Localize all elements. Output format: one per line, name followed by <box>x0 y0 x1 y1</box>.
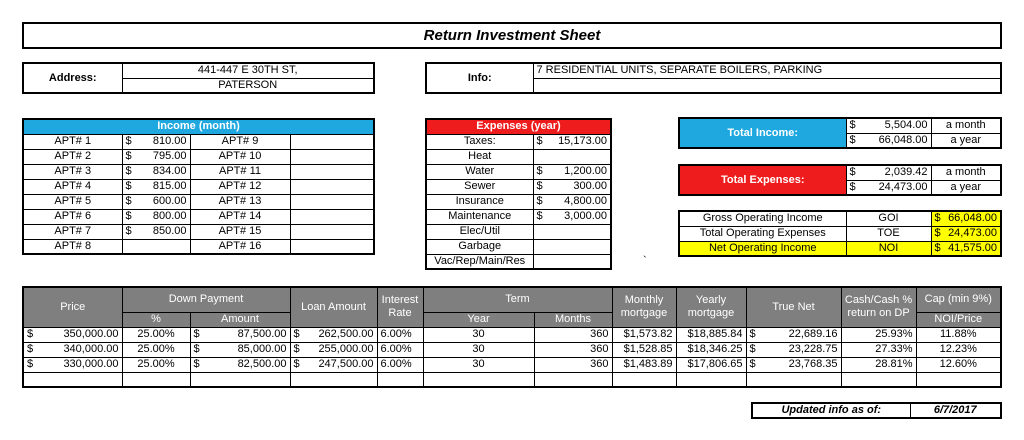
income-apt-label: APT# 1 <box>23 134 122 149</box>
col-months: Months <box>534 312 612 327</box>
income-apt2-amount[interactable] <box>290 179 374 194</box>
analysis-year[interactable]: 30 <box>423 342 534 357</box>
income-apt2-amount[interactable] <box>290 149 374 164</box>
income-apt-label: APT# 3 <box>23 164 122 179</box>
total-income-month[interactable]: $ 5,504.00 <box>846 118 931 133</box>
income-apt2-amount[interactable] <box>290 239 374 254</box>
address-line1[interactable]: 441-447 E 30TH ST, <box>122 63 374 78</box>
analysis-empty-cell[interactable] <box>676 372 746 387</box>
summary-row <box>679 211 1001 226</box>
info-text[interactable]: 7 RESIDENTIAL UNITS, SEPARATE BOILERS, PARKING <box>533 63 1001 78</box>
col-interest-rate: Interest Rate <box>377 287 423 327</box>
expense-amount[interactable]: $ 300.00 <box>533 179 611 194</box>
col-down-payment: Down Payment <box>122 287 290 312</box>
total-expenses-label: Total Expenses: <box>679 165 846 195</box>
income-apt-amount[interactable]: $ 810.00 <box>122 134 190 149</box>
expense-label: Sewer <box>426 179 533 194</box>
income-apt-amount[interactable]: $ 795.00 <box>122 149 190 164</box>
analysis-empty-cell[interactable] <box>612 372 676 387</box>
analysis-row <box>23 342 1001 357</box>
summary-table <box>678 210 1002 257</box>
analysis-true-net[interactable]: $ 22,689.16 <box>746 327 841 342</box>
income-apt-amount[interactable]: $ 834.00 <box>122 164 190 179</box>
analysis-months[interactable]: 360 <box>534 342 612 357</box>
analysis-empty-cell[interactable] <box>23 372 122 387</box>
col-loan-amount: Loan Amount <box>290 287 377 327</box>
expense-label: Taxes: <box>426 134 533 149</box>
total-income-month-unit: a month <box>931 118 1001 133</box>
income-row <box>23 134 374 149</box>
income-apt2-label: APT# 9 <box>190 134 290 149</box>
analysis-yearly[interactable]: $17,806.65 <box>676 357 746 372</box>
analysis-pct[interactable]: 25.00% <box>122 357 190 372</box>
income-apt2-label: APT# 12 <box>190 179 290 194</box>
expense-label: Vac/Rep/Main/Res <box>426 254 533 269</box>
income-table <box>22 118 375 255</box>
summary-label: Total Operating Expenses <box>679 226 846 241</box>
expenses-header: Expenses (year) <box>426 119 611 134</box>
income-row <box>23 209 374 224</box>
income-apt2-label: APT# 10 <box>190 149 290 164</box>
address-box <box>22 62 375 94</box>
summary-value[interactable]: $ 24,473.00 <box>931 226 1001 241</box>
analysis-price[interactable]: $ 330,000.00 <box>23 357 122 372</box>
income-apt2-amount[interactable] <box>290 194 374 209</box>
expense-row <box>426 194 611 209</box>
analysis-amount[interactable]: $ 85,000.00 <box>190 342 290 357</box>
income-row <box>23 164 374 179</box>
income-apt-label: APT# 6 <box>23 209 122 224</box>
income-row <box>23 224 374 239</box>
analysis-true-net[interactable]: $ 23,768.35 <box>746 357 841 372</box>
income-apt-label: APT# 8 <box>23 239 122 254</box>
analysis-months[interactable]: 360 <box>534 327 612 342</box>
col-monthly-mortgage: Monthly mortgage <box>612 287 676 327</box>
income-apt2-amount[interactable] <box>290 224 374 239</box>
expense-amount[interactable]: $ 15,173.00 <box>533 134 611 149</box>
total-income-label: Total Income: <box>679 118 846 148</box>
total-expenses-year[interactable]: $ 24,473.00 <box>846 180 931 195</box>
income-apt-label: APT# 7 <box>23 224 122 239</box>
analysis-monthly[interactable]: $1,483.89 <box>612 357 676 372</box>
total-expenses-month-unit: a month <box>931 165 1001 180</box>
col-cap: Cap (min 9%) <box>916 287 1001 312</box>
analysis-pct[interactable]: 25.00% <box>122 327 190 342</box>
analysis-pct[interactable]: 25.00% <box>122 342 190 357</box>
analysis-empty-cell[interactable] <box>534 372 612 387</box>
total-income-box <box>678 117 1002 149</box>
analysis-loan[interactable]: $ 255,000.00 <box>290 342 377 357</box>
expense-row <box>426 239 611 254</box>
analysis-monthly[interactable]: $1,528.85 <box>612 342 676 357</box>
analysis-empty-cell[interactable] <box>916 372 1001 387</box>
analysis-empty-cell[interactable] <box>841 372 916 387</box>
analysis-cap[interactable]: 11.88% <box>916 327 1001 342</box>
expense-amount[interactable] <box>533 239 611 254</box>
expense-label: Water <box>426 164 533 179</box>
analysis-row <box>23 327 1001 342</box>
expense-row <box>426 224 611 239</box>
analysis-cash[interactable]: 25.93% <box>841 327 916 342</box>
summary-code: TOE <box>846 226 931 241</box>
analysis-rate[interactable]: 6.00% <box>377 357 423 372</box>
summary-value[interactable]: $ 41,575.00 <box>931 241 1001 256</box>
analysis-empty-cell[interactable] <box>290 372 377 387</box>
summary-value[interactable]: $ 66,048.00 <box>931 211 1001 226</box>
income-apt-label: APT# 5 <box>23 194 122 209</box>
analysis-true-net[interactable]: $ 23,228.75 <box>746 342 841 357</box>
summary-code: GOI <box>846 211 931 226</box>
col-amount: Amount <box>190 312 290 327</box>
expense-label: Insurance <box>426 194 533 209</box>
analysis-empty-cell[interactable] <box>122 372 190 387</box>
analysis-row <box>23 357 1001 372</box>
expense-label: Garbage <box>426 239 533 254</box>
analysis-loan[interactable]: $ 247,500.00 <box>290 357 377 372</box>
expense-label: Elec/Util <box>426 224 533 239</box>
total-income-year[interactable]: $ 66,048.00 <box>846 133 931 148</box>
analysis-monthly[interactable]: $1,573.82 <box>612 327 676 342</box>
col-cash-return: Cash/Cash % return on DP <box>841 287 916 327</box>
col-true-net: True Net <box>746 287 841 327</box>
income-apt-amount[interactable] <box>122 239 190 254</box>
address-label: Address: <box>23 63 122 93</box>
col-pct: % <box>122 312 190 327</box>
expense-row <box>426 254 611 269</box>
analysis-empty-cell[interactable] <box>190 372 290 387</box>
expense-amount[interactable]: $ 3,000.00 <box>533 209 611 224</box>
income-apt-label: APT# 4 <box>23 179 122 194</box>
expense-amount[interactable] <box>533 254 611 269</box>
expense-amount[interactable]: $ 1,200.00 <box>533 164 611 179</box>
analysis-table <box>22 286 1002 388</box>
updated-box <box>751 402 1002 419</box>
analysis-rate[interactable]: 6.00% <box>377 342 423 357</box>
analysis-cash[interactable]: 28.81% <box>841 357 916 372</box>
income-row <box>23 239 374 254</box>
info-label: Info: <box>426 63 533 93</box>
analysis-months[interactable]: 360 <box>534 357 612 372</box>
sheet-title-text: Return Investment Sheet <box>423 27 601 44</box>
address-line2[interactable]: PATERSON <box>122 78 374 93</box>
analysis-yearly[interactable]: $18,346.25 <box>676 342 746 357</box>
income-apt2-label: APT# 16 <box>190 239 290 254</box>
income-apt-label: APT# 2 <box>23 149 122 164</box>
income-apt-amount[interactable]: $ 600.00 <box>122 194 190 209</box>
expense-row <box>426 179 611 194</box>
income-apt2-amount[interactable] <box>290 134 374 149</box>
updated-label: Updated info as of: <box>752 403 910 418</box>
total-expenses-month[interactable]: $ 2,039.42 <box>846 165 931 180</box>
analysis-cap[interactable]: 12.60% <box>916 357 1001 372</box>
stray-tick: ` <box>643 255 647 267</box>
expense-label: Maintenance <box>426 209 533 224</box>
expense-amount[interactable] <box>533 149 611 164</box>
income-apt2-amount[interactable] <box>290 164 374 179</box>
total-expenses-year-unit: a year <box>931 180 1001 195</box>
analysis-amount[interactable]: $ 87,500.00 <box>190 327 290 342</box>
analysis-rate[interactable]: 6.00% <box>377 327 423 342</box>
expense-amount[interactable] <box>533 224 611 239</box>
analysis-yearly[interactable]: $18,885.84 <box>676 327 746 342</box>
analysis-loan[interactable]: $ 262,500.00 <box>290 327 377 342</box>
analysis-year[interactable]: 30 <box>423 327 534 342</box>
analysis-cash[interactable]: 27.33% <box>841 342 916 357</box>
analysis-cap[interactable]: 12.23% <box>916 342 1001 357</box>
analysis-price[interactable]: $ 340,000.00 <box>23 342 122 357</box>
income-apt2-label: APT# 13 <box>190 194 290 209</box>
income-row <box>23 194 374 209</box>
total-expenses-box <box>678 164 1002 196</box>
analysis-price[interactable]: $ 350,000.00 <box>23 327 122 342</box>
income-apt2-label: APT# 14 <box>190 209 290 224</box>
analysis-empty-cell[interactable] <box>423 372 534 387</box>
expense-amount[interactable]: $ 4,800.00 <box>533 194 611 209</box>
analysis-amount[interactable]: $ 82,500.00 <box>190 357 290 372</box>
expense-row <box>426 209 611 224</box>
expense-label: Heat <box>426 149 533 164</box>
analysis-empty-cell[interactable] <box>377 372 423 387</box>
income-apt2-label: APT# 15 <box>190 224 290 239</box>
col-price: Price <box>23 287 122 327</box>
summary-code: NOI <box>846 241 931 256</box>
col-year: Year <box>423 312 534 327</box>
summary-row <box>679 241 1001 256</box>
summary-label: Net Operating Income <box>679 241 846 256</box>
expense-row <box>426 164 611 179</box>
income-apt2-label: APT# 11 <box>190 164 290 179</box>
summary-row <box>679 226 1001 241</box>
total-income-year-unit: a year <box>931 133 1001 148</box>
income-apt-amount[interactable]: $ 815.00 <box>122 179 190 194</box>
income-row <box>23 179 374 194</box>
summary-label: Gross Operating Income <box>679 211 846 226</box>
analysis-row <box>23 372 1001 387</box>
col-term: Term <box>423 287 612 312</box>
income-apt-amount[interactable]: $ 800.00 <box>122 209 190 224</box>
expense-row <box>426 149 611 164</box>
expense-row <box>426 134 611 149</box>
income-header: Income (month) <box>23 119 374 134</box>
info-text-2[interactable] <box>533 78 1001 93</box>
col-noi-price: NOI/Price <box>916 312 1001 327</box>
income-apt-amount[interactable]: $ 850.00 <box>122 224 190 239</box>
expenses-table <box>425 118 612 270</box>
updated-date[interactable]: 6/7/2017 <box>910 403 1001 418</box>
info-box <box>425 62 1002 94</box>
col-yearly-mortgage: Yearly mortgage <box>676 287 746 327</box>
income-row <box>23 149 374 164</box>
analysis-empty-cell[interactable] <box>746 372 841 387</box>
analysis-year[interactable]: 30 <box>423 357 534 372</box>
sheet-title <box>22 22 1002 49</box>
income-apt2-amount[interactable] <box>290 209 374 224</box>
